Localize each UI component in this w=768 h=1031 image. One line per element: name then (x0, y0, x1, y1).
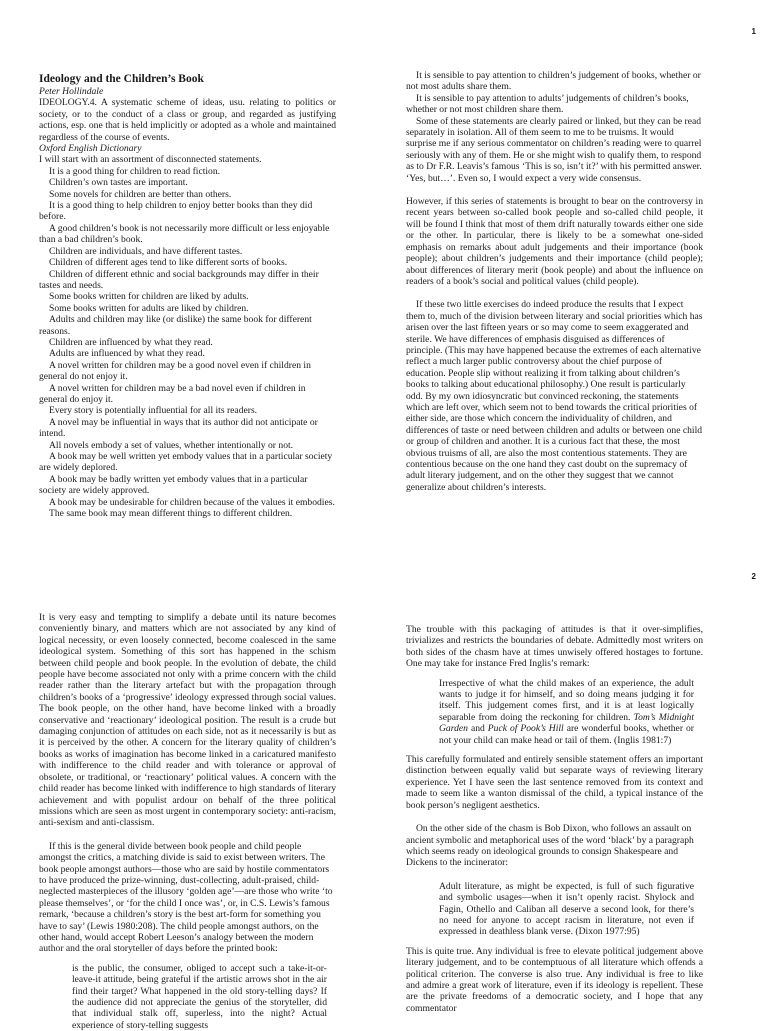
block-quote: is the public, the consumer, obliged to accept such a take-it-or-leave-it attitude, being grateful if the artistic arrows shot in the air find their target? What happened in the old story-telling days? If the audience did not appreciate the genius of the storyteller, did that individual stalk off, superless, into the night? Actual experience of story-telling suggests (72, 962, 327, 1031)
statement: Children are individuals, and have different tastes. (49, 245, 243, 257)
paragraph: This is quite true. Any individual is free to elevate political judgement above literary judgement, and to be contemptuous of all literature which offends a political criterion. The converse is also true. Any individual is free to like and admire a great work of literature, even if its ideology is repellent. These are the private freedoms of a democratic society, and I hope that any commentator (406, 945, 703, 1014)
statement: Adults and children may like (or dislike) the same book for different reasons. (39, 314, 312, 337)
paragraph: The trouble with this packaging of attitudes is that it over-simplifies, trivializes and restricts the boundaries of debate. Admittedly most writers on both sides of the chasm have at times unwisely offered hostages to fortune. One may take for instance Fred Inglis’s remark: (406, 624, 703, 670)
statement: A novel written for children may be a bad novel even if children in general do enjoy it. (39, 382, 306, 405)
statement: Children of different ages tend to like different sorts of books. (49, 257, 288, 269)
paragraph: It is very easy and tempting to simplify a debate until its nature becomes conveniently binary, and matters which are not associated by any kind of logical necessity, or even loosely connected, become coalesced in the same ideological system. Something of this sort has happened in the schism between child people and book people. In the evolution of debate, the child people have become associated not only with a prime concern with the child reader rather than the literary artefact but with the propagation through children’s books of a ‘progressive’ ideology expressed through social values. The book people, on the other hand, have become linked with a broadly conservative and ‘reactionary’ ideological position. The result is a crude but damaging conjunction of attitudes on each side, not as it necessarily is but as it is perceived by the other. A concern for the literary quality of children’s books as works of imagination has become linked in a caricatured manifesto with indifference to the child reader and with tolerance or approval of obsolete, or traditional, or ‘reactionary’ political values. A concern with the child reader has become linked with indifference to high standards of literary achievement and with populist ardour on behalf of the three political missions which are seen as most urgent in contemporary society: anti-racism, anti-sexism and anti-classism. (39, 612, 336, 829)
quote-text: Irrespective of what the child makes of an experience, the adult wants to judge it for himself, and so doing means judging it for itself. This judgement comes first, and it is at least logically separable from doing the reckoning for children. (439, 677, 694, 723)
statement: It is a good thing for children to read fiction. (49, 165, 221, 177)
statement: A novel may be influential in ways that its author did not anticipate or intend. (39, 416, 318, 440)
statement: A good children’s book is not necessarily more difficult or less enjoyable than a bad children’s book. (39, 222, 330, 246)
article-author: Peter Hollindale (39, 86, 104, 97)
definition: IDEOLOGY.4. A systematic scheme of ideas, usu. relating to politics or society, or to the conduct of a class or group, and regarded as justifying actions, esp. one that is held implicitly or adopted as a whole and maintained regardless of the course of events. (39, 97, 336, 143)
document-page-2 (0, 512, 768, 1031)
definition-source: Oxford English Dictionary (39, 143, 142, 155)
paragraph: If these two little exercises do indeed produce the results that I expect them to, much of the division between literary and social priorities which has arisen over the last fifteen years or so may come to seem exaggerated and sterile. We have differences of emphasis disguised as differences of principle. (This may have happened because the extremes of each alternative reflect a much larger public controversy about the chief purpose of education. People slip without realizing it from talking about children’s books to talking about educational philosophy.) One result is particularly odd. By my own idiosyncratic but convinced reckoning, the statements which are left over, which seem not to bend towards the critical priorities of either side, are those which concern the individuality of children, and differences of taste or need between children and adults or between one child or group of children and another. It is a curious fact that these, the most obvious truisms of all, are also the most contentious statements. They are contentious because on the one hand they cast doubt on the supremacy of adult literary judgement, and on the other they suggest that we cannot generalize about children’s interests. (406, 299, 703, 493)
statement: Adults are influenced by what they read. (49, 348, 205, 360)
block-quote: Adult literature, as might be expected, is full of such figurative and symbolic usages—when it isn’t openly racist. Shylock and Fagin, Othello and Caliban all deserve a second look, for there’s no need for anyone to accept racism in literature, not even if expressed in deathless blank verse. (Dixon 1977:95) (439, 880, 694, 938)
statement: Every story is potentially influential for all its readers. (49, 405, 258, 417)
statement: It is a good thing to help children to enjoy better books than they did before. (39, 200, 313, 223)
intro-line: I will start with an assortment of disconnected statements. (39, 154, 262, 166)
statement: Children’s own tastes are important. (49, 177, 188, 189)
page-number: 2 (751, 572, 756, 581)
paragraph: This carefully formulated and entirely sensible statement offers an important distinction between equally valid but separate ways of reviewing literary experience. Yet I have seen the last sentence removed from its context and made to seem like a wanton dismissal of the child, a typical instance of the book person’s negligent aesthetics. (406, 754, 703, 811)
statement-list (39, 166, 336, 520)
statement: The same book may mean different things to different children. (49, 508, 293, 520)
statement: Some books written for children are liked by adults. (49, 291, 249, 303)
statement: It is sensible to pay attention to adults’ judgements of children’s books, whether or not most children share them. (406, 92, 689, 116)
statement: Some novels for children are better than others. (49, 188, 232, 200)
page1-right-column (406, 70, 703, 493)
page-number: 1 (751, 27, 756, 36)
quote-text: and (467, 723, 488, 735)
statement: Children of different ethnic and social backgrounds may differ in their tastes and needs. (39, 268, 319, 291)
page1-left-column (39, 72, 336, 519)
paragraph: However, if this series of statements is brought to bear on the controversy in recent years between so-called book people and so-called child people, it will be found I think that most of them drift naturally towards either one side or the other. In particular, there is likely to be a somewhat one-sided emphasis on remarks about adult judgements and their importance (book people); about children’s judgements and their importance (child people); about differences of literary merit (book people) and about the influence on readers of a book’s social and political values (child people). (406, 196, 703, 287)
statement: All novels embody a set of values, whether intentionally or not. (49, 439, 294, 451)
page2-right-column (406, 624, 703, 1014)
quote-text: are wonderful books, whether or not your child can make head or tail of them. (Inglis 1981:7) (439, 723, 694, 746)
book-title: Tom’s Midnight Garden (439, 711, 694, 735)
statement: A book may be well written yet embody values that in a particular society are widely deplored. (39, 451, 333, 474)
page2-left-column (39, 612, 336, 1031)
book-title: Puck of Pook’s Hill (487, 723, 564, 735)
paragraph: On the other side of the chasm is Bob Dixon, who follows an assault on ancient symbolic and metaphorical uses of the word ‘black’ by a paragraph which seems ready on ideological grounds to consign Shakespeare and Dickens to the incinerator: (406, 823, 694, 869)
article-title: Ideology and the Children’s Book (39, 73, 204, 85)
statement: A book may be undesirable for children because of the values it embodies. (49, 496, 335, 508)
statement: A book may be badly written yet embody values that in a particular society are widely approved. (39, 473, 308, 497)
paragraph: If this is the general divide between book people and child people amongst the critics, a matching divide is said to exist between writers. The book people amongst authors—those who are said by hostile commentators to have produced the prize-winning, dust-collecting, adult-praised, child-neglected masterpieces of the illusory ‘golden age’—are those who write ‘to please themselves’, or ‘for the child I once was’, or, in C.S. Lewis’s famous remark, ‘because a children’s story is the best art-form for something you have to say’ (Lewis 1980:208). The child people amongst authors, on the other hand, would accept Robert Leeson’s analogy between the modern author and the oral storyteller of days before the printed book: (39, 840, 333, 955)
statement: It is sensible to pay attention to children’s judgement of books, whether or not most adults share them. (406, 70, 701, 93)
statement: Children are influenced by what they read. (49, 336, 213, 348)
paragraph: Some of these statements are clearly paired or linked, but they can be read separately in isolation. All of them seem to me to be truisms. It would surprise me if any serious commentator on children’s reading were to quarrel seriously with any of them. He or she might wish to qualify them, to respond as to Dr F.R. Leavis’s famous ‘This is so, isn’t it?’ with his permitted answer. ‘Yes, but…’. Even so, I would expect a very wide consensus. (406, 115, 702, 184)
statement: Some books written for adults are liked by children. (49, 302, 249, 314)
block-quote (439, 678, 694, 746)
statement: A novel written for children may be a good novel even if children in general do not enjoy it. (39, 359, 311, 383)
